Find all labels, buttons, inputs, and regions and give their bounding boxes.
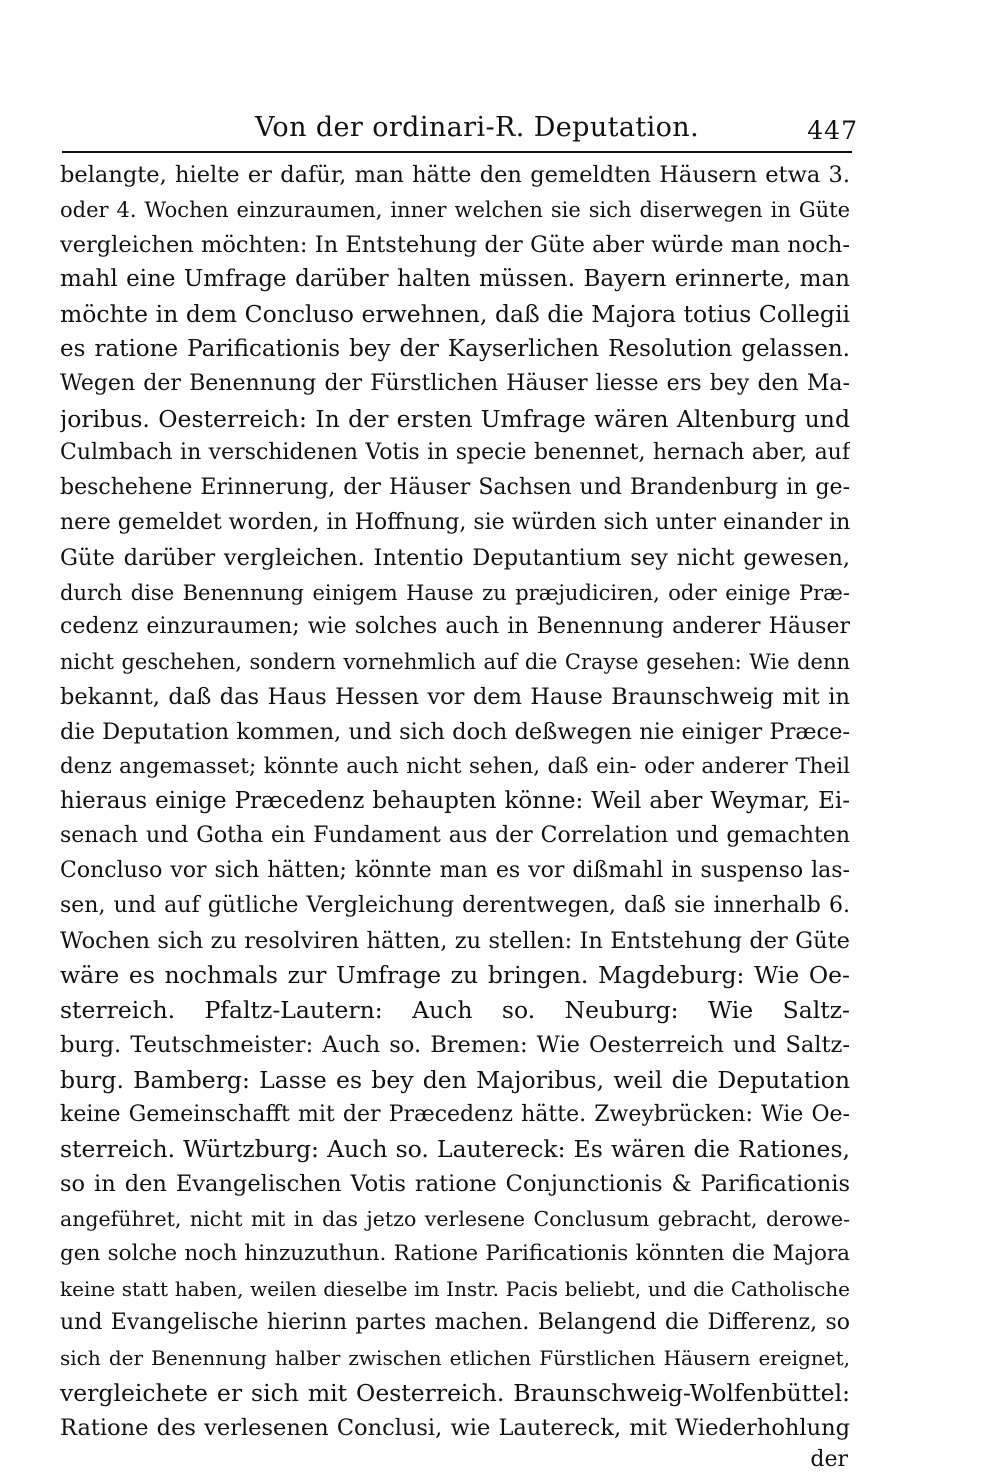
text-line: joribus. Oesterreich: In der ersten Umfrage wären Altenburg und: [60, 404, 850, 433]
text-line: keine statt haben, weilen dieselbe im Instr. Pacis beliebt, und die Catholische: [60, 1276, 850, 1301]
catchword: der: [810, 1447, 848, 1473]
text-line: oder 4. Wochen einzuraumen, inner welchen sie sich diserwegen in Güte: [60, 197, 850, 222]
text-line: sterreich. Pfaltz-Lautern: Auch so. Neuburg: Wie Saltz-: [60, 996, 850, 1025]
text-line: gen solche noch hinzuzuthun. Ratione Parificationis könnten die Majora: [60, 1240, 850, 1266]
text-line: vergleichete er sich mit Oesterreich. Braunschweig-Wolfenbüttel:: [60, 1378, 850, 1407]
catchword-row: [60, 1445, 850, 1475]
text-line: sterreich. Würtzburg: Auch so. Lautereck: Es wären die Rationes,: [60, 1135, 850, 1164]
text-line: die Deputation kommen, und sich doch deßwegen nie einiger Præce-: [60, 718, 850, 745]
text-line: angeführet, nicht mit in das jetzo verlesene Conclusum gebracht, derowe-: [60, 1206, 850, 1231]
text-line: vergleichen möchten: In Entstehung der Güte aber würde man noch-: [60, 231, 850, 258]
body-text: [60, 158, 850, 1475]
running-head: Von der ordinari-R. Deputation.: [255, 112, 700, 143]
text-line: Wochen sich zu resolviren hätten, zu stellen: In Entstehung der Güte: [60, 927, 850, 954]
page-number: 447: [807, 116, 858, 145]
text-line: nere gemeldet worden, in Hoffnung, sie würden sich unter einander in: [60, 509, 850, 535]
text-line: möchte in dem Concluso erwehnen, daß die Majora totius Collegii: [60, 300, 850, 329]
text-line: bekannt, daß das Haus Hessen vor dem Hause Braunschweig mit in: [60, 683, 850, 710]
text-line: belangte, hielte er dafür, man hätte den gemeldten Häusern etwa 3.: [60, 162, 850, 188]
text-line: es ratione Parificationis bey der Kayserlichen Resolution gelassen.: [60, 335, 850, 362]
text-line: sich der Benennung halber zwischen etlichen Fürstlichen Häusern ereignet,: [60, 1346, 850, 1371]
text-line: hieraus einige Præcedenz behaupten könne: Weil aber Weymar, Ei-: [60, 788, 850, 815]
text-line: Güte darüber vergleichen. Intentio Deputantium sey nicht gewesen,: [60, 544, 850, 571]
text-line: so in den Evangelischen Votis ratione Conjunctionis & Parificationis: [60, 1171, 850, 1198]
text-line: Wegen der Benennung der Fürstlichen Häuser liesse ers bey den Ma-: [60, 370, 850, 396]
text-line: cedenz einzuraumen; wie solches auch in Benennung anderer Häuser: [60, 614, 850, 640]
text-line: burg. Teutschmeister: Auch so. Bremen: Wie Oesterreich und Saltz-: [60, 1031, 850, 1058]
text-line: Ratione des verlesenen Conclusi, wie Lautereck, mit Wiederhohlung: [60, 1414, 850, 1441]
text-line: und Evangelische hierinn partes machen. Belangend die Differenz, so: [60, 1310, 850, 1336]
text-line: senach und Gotha ein Fundament aus der Correlation und gemachten: [60, 823, 850, 849]
text-line: Concluso vor sich hätten; könnte man es vor dißmahl in suspenso las-: [60, 857, 850, 883]
text-line: burg. Bamberg: Lasse es bey den Majoribus, weil die Deputation: [60, 1065, 850, 1094]
text-line: nicht geschehen, sondern vornehmlich auf die Crayse gesehen: Wie denn: [60, 650, 850, 675]
text-line: durch dise Benennung einigem Hause zu præjudiciren, oder einige Præ-: [60, 580, 850, 605]
text-line: beschehene Erinnerung, der Häuser Sachsen und Brandenburg in ge-: [60, 475, 850, 501]
text-line: sen, und auf gütliche Vergleichung derentwegen, daß sie innerhalb 6.: [60, 892, 850, 918]
text-line: wäre es nochmals zur Umfrage zu bringen. Magdeburg: Wie Oe-: [60, 961, 850, 990]
page-header: [60, 108, 860, 150]
text-line: mahl eine Umfrage darüber halten müssen. Bayern erinnerte, man: [60, 266, 850, 293]
text-line: keine Gemeinschafft mit der Præcedenz hätte. Zweybrücken: Wie Oe-: [60, 1101, 850, 1127]
text-line: Culmbach in verschidenen Votis in specie benennet, hernach aber, auf: [60, 440, 850, 466]
text-line: denz angemasset; könnte auch nicht sehen, daß ein- oder anderer Theil: [60, 753, 850, 779]
header-rule: [62, 151, 852, 153]
